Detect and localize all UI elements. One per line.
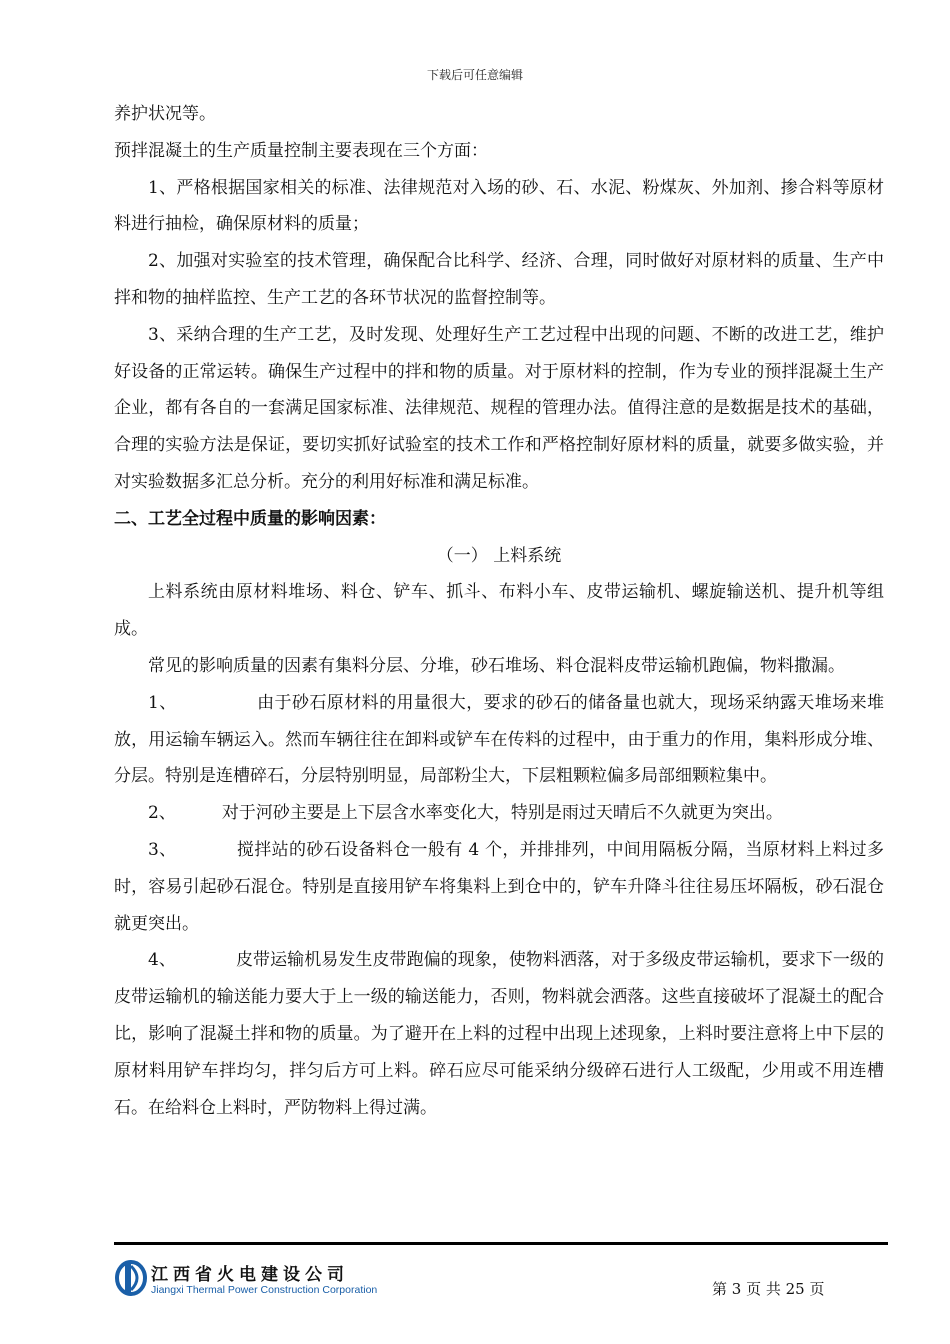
company-name-cn: 江西省火电建设公司 — [151, 1265, 349, 1285]
list-item-text: 搅拌站的砂石设备料仓一般有 4 个，并排排列，中间用隔板分隔，当原材料上料过多时，容易引起砂石混仓。特别是直接用铲车将集料上到仓中的，铲车升降斗往往易压坏隔板，砂石混仓就更突出。 — [114, 839, 884, 934]
paragraph: 2、加强对实验室的技术管理，确保配合比科学、经济、合理，同时做好对原材料的质量、生产中拌和物的抽样监控、生产工艺的各环节状况的监督控制等。 — [114, 251, 884, 308]
paragraph: 1、严格根据国家相关的标准、法律规范对入场的砂、石、水泥、粉煤灰、外加剂、掺合料等原材料进行抽检，确保原材料的质量； — [114, 177, 884, 235]
paragraph: 3、采纳合理的生产工艺，及时发现、处理好生产工艺过程中出现的问题、不断的改进工艺，维护好设备的正常运转。确保生产过程中的拌和物的质量。对于原材料的控制，作为专业的预拌混凝土生产企业，都有各自的一套满足国家标准、法律规范、规程的管理办法。值得注意的是数据是技术的基础，合理的实验方法是保证，要切实抓好试验室的技术工作和严格控制好原材料的质量，就要多做实验，并对实验数据多汇总分析。充分的利用好标准和满足标准。 — [114, 324, 884, 492]
list-item-text: 由于砂石原材料的用量很大，要求的砂石的储备量也就大，现场采纳露天堆场来堆放，用运输车辆运入。然而车辆往往在卸料或铲车在传料的过程中，由于重力的作用，集料形成分堆、分层。特别是连槽碎石，分层特别明显，局部粉尘大，下层粗颗粒偏多局部细颗粒集中。 — [114, 692, 884, 787]
list-item-number: 1、 — [148, 692, 177, 713]
paragraph: 养护状况等。 — [114, 104, 216, 124]
footer-divider — [114, 1242, 888, 1245]
subsection-heading: （一） 上料系统 — [436, 545, 562, 566]
list-item — [114, 795, 884, 832]
paragraph: 上料系统由原材料堆场、料仓、铲车、抓斗、布料小车、皮带运输机、螺旋输送机、提升机等组成。 — [114, 582, 884, 640]
list-item-text: 对于河砂主要是上下层含水率变化大，特别是雨过天晴后不久就更为突出。 — [221, 803, 783, 824]
list-item-number: 3、 — [148, 839, 177, 860]
list-item — [114, 685, 884, 795]
list-item-number: 4、 — [148, 950, 176, 971]
section-heading: 二、工艺全过程中质量的影响因素： — [114, 508, 386, 529]
company-name-en: Jiangxi Thermal Power Construction Corporation — [151, 1284, 378, 1296]
list-item-text: 皮带运输机易发生皮带跑偏的现象，使物料洒落，对于多级皮带运输机，要求下一级的皮带运输机的输送能力要大于上一级的输送能力，否则，物料就会洒落。这些直接破坏了混凝土的配合比，影响了混凝土拌和物的质量。为了避开在上料的过程中出现上述现象，上料时要注意将上中下层的原材料用铲车拌均匀，拌匀后方可上料。碎石应尽可能采纳分级碎石进行人工级配，少用或不用连槽石。在给料仓上料时，严防物料上得过满。 — [114, 950, 884, 1118]
page-number: 第 3 页 共 25 页 — [712, 1280, 825, 1298]
document-body — [114, 96, 884, 1126]
header-note: 下载后可任意编辑 — [426, 68, 523, 82]
paragraph: 常见的影响质量的因素有集料分层、分堆，砂石堆场、料仓混料皮带运输机跑偏，物料撒漏。 — [148, 655, 845, 676]
list-item — [114, 832, 884, 942]
company-logo — [115, 1258, 415, 1300]
company-logo-icon — [115, 1258, 149, 1296]
list-item — [114, 942, 884, 1126]
list-item-number: 2、 — [148, 803, 176, 824]
paragraph: 预拌混凝土的生产质量控制主要表现在三个方面： — [114, 140, 488, 161]
